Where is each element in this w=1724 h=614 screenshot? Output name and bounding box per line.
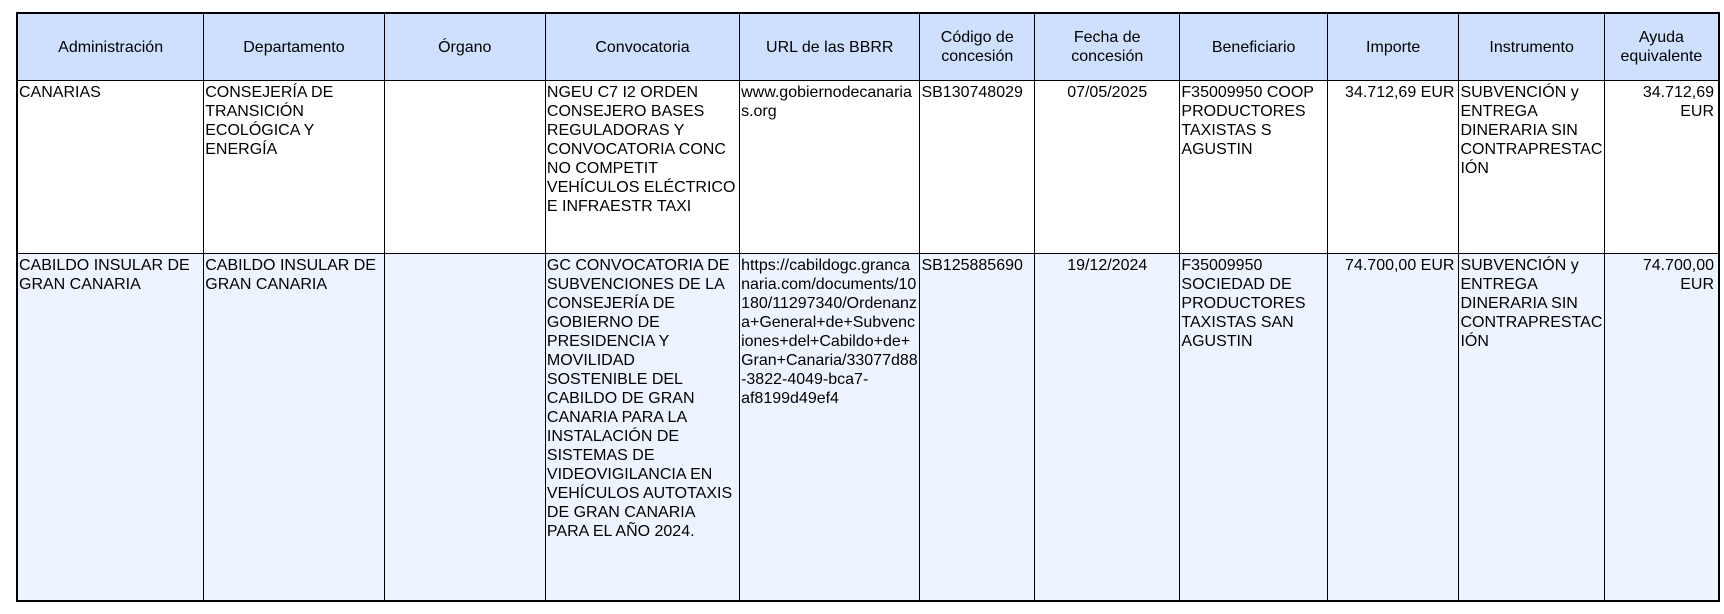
cell-organo [384,254,545,602]
cell-codigo-concesion: SB130748029 [920,81,1035,254]
cell-fecha-concesion: 07/05/2025 [1035,81,1180,254]
cell-administracion: CANARIAS [17,81,204,254]
cell-administracion: CABILDO INSULAR DE GRAN CANARIA [17,254,204,602]
header-organo: Órgano [384,13,545,81]
cell-departamento: CONSEJERÍA DE TRANSICIÓN ECOLÓGICA Y ENERGÍA [204,81,384,254]
cell-codigo-concesion: SB125885690 [920,254,1035,602]
header-convocatoria: Convocatoria [545,13,739,81]
cell-url-bbrr: www.gobiernodecanarias.org [740,81,920,254]
cell-fecha-concesion: 19/12/2024 [1035,254,1180,602]
cell-instrumento: SUBVENCIÓN y ENTREGA DINERARIA SIN CONTRAPRESTACIÓN [1459,254,1604,602]
header-ayuda-equivalente: Ayuda equivalente [1604,13,1719,81]
cell-convocatoria: NGEU C7 I2 ORDEN CONSEJERO BASES REGULADORAS Y CONVOCATORIA CONC NO COMPETIT VEHÍCULOS ELÉCTRICO E INFRAESTR TAXI [545,81,739,254]
concessions-table-container [16,12,1720,602]
concessions-table [16,12,1720,602]
cell-ayuda-equivalente: 74.700,00 EUR [1604,254,1719,602]
cell-url-bbrr: https://cabildogc.grancanaria.com/documents/10180/11297340/Ordenanza+General+de+Subvenciones+del+Cabildo+de+Gran+Canaria/33077d88-3822-4049-bca7-af8199d49ef4 [740,254,920,602]
header-departamento: Departamento [204,13,384,81]
cell-convocatoria: GC CONVOCATORIA DE SUBVENCIONES DE LA CONSEJERÍA DE GOBIERNO DE PRESIDENCIA Y MOVILIDAD SOSTENIBLE DEL CABILDO DE GRAN CANARIA PARA LA INSTALACIÓN DE SISTEMAS DE VIDEOVIGILANCIA EN VEHÍCULOS AUTOTAXIS DE GRAN CANARIA PARA EL AÑO 2024. [545,254,739,602]
cell-beneficiario: F35009950 SOCIEDAD DE PRODUCTORES TAXISTAS SAN AGUSTIN [1180,254,1327,602]
cell-beneficiario: F35009950 COOP PRODUCTORES TAXISTAS S AGUSTIN [1180,81,1327,254]
cell-instrumento: SUBVENCIÓN y ENTREGA DINERARIA SIN CONTRAPRESTACIÓN [1459,81,1604,254]
cell-ayuda-equivalente: 34.712,69 EUR [1604,81,1719,254]
header-url-bbrr: URL de las BBRR [740,13,920,81]
cell-importe: 74.700,00 EUR [1327,254,1459,602]
table-row [17,254,1719,602]
cell-importe: 34.712,69 EUR [1327,81,1459,254]
header-codigo-concesion: Código de concesión [920,13,1035,81]
cell-organo [384,81,545,254]
header-row [17,13,1719,81]
header-administracion: Administración [17,13,204,81]
table-row [17,81,1719,254]
header-beneficiario: Beneficiario [1180,13,1327,81]
header-instrumento: Instrumento [1459,13,1604,81]
header-fecha-concesion: Fecha de concesión [1035,13,1180,81]
header-importe: Importe [1327,13,1459,81]
cell-departamento: CABILDO INSULAR DE GRAN CANARIA [204,254,384,602]
